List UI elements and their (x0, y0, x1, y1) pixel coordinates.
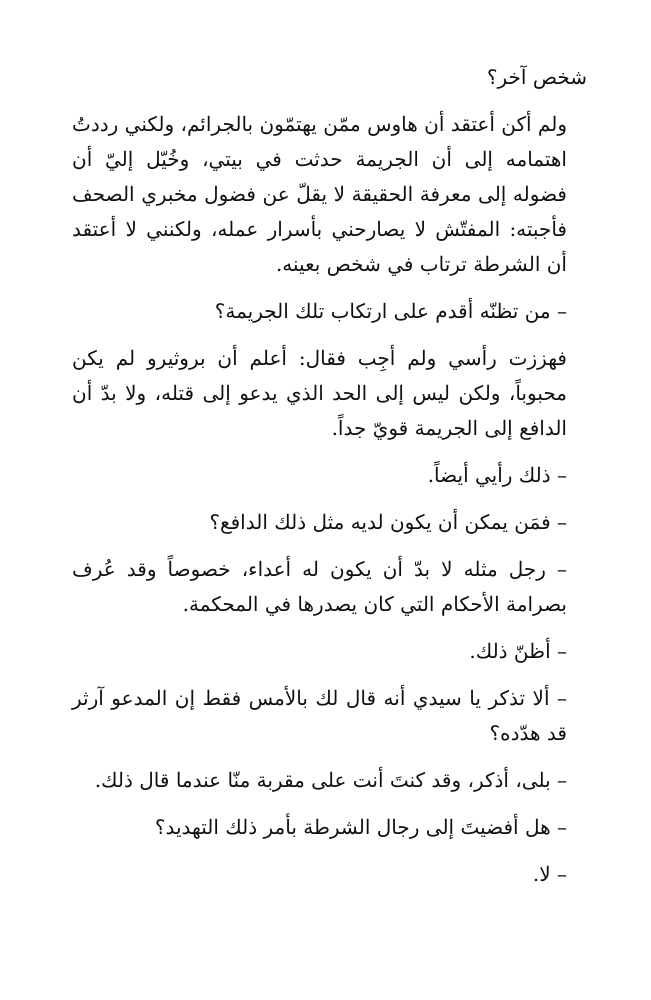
dialogue-line-5: – أظنّ ذلك. (469, 639, 567, 663)
dialogue-line-8: – هل أفضيتَ إلى رجال الشرطة بأمر ذلك التهديد؟ (154, 815, 567, 839)
dialogue-line-1: – من تظنّه أقدم على ارتكاب تلك الجريمة؟ (214, 299, 567, 323)
dialogue-line-2: – ذلك رأيي أيضاً. (427, 463, 567, 487)
dialogue-line-4: – رجل مثله لا بدّ أن يكون له أعداء، خصوصاً وقد عُرف بصرامة الأحكام التي كان يصدرها في المحكمة. (72, 557, 567, 616)
dialogue-line-6: – ألا تذكر يا سيدي أنه قال لك بالأمس فقط إن المدعو آرثر قد هدّده؟ (72, 686, 567, 745)
dialogue-line-3: – فمَن يمكن أن يكون لديه مثل ذلك الدافع؟ (209, 510, 567, 534)
dialogue-line-9: – لا. (532, 862, 567, 886)
dialogue-line-7: – بلى، أذكر، وقد كنتَ أنت على مقربة منّا عندما قال ذلك. (94, 768, 567, 792)
paragraph-2: ولم أكن أعتقد أن هاوس ممّن يهتمّون بالجرائم، ولكني رددتُ اهتمامه إلى أن الجريمة حدثت في بيتي، وخُيّل إليّ أن فضوله إلى معرفة الحقيقة لا يقلّ عن فضول مخبري الصحف فأجبته: المفتّش لا يصارحني بأسرار عمله، ولكنني لا أعتقد أن الشرطة ترتاب في شخص بعينه. (72, 112, 567, 276)
paragraph-3: فهززت رأسي ولم أجِب فقال: أعلم أن بروثيرو لم يكن محبوباً، ولكن ليس إلى الحد الذي يدعو إلى قتله، ولا بدّ أن الدافع إلى الجريمة قويّ جداً. (72, 346, 567, 440)
paragraph-1: شخص آخر؟ (486, 65, 587, 89)
